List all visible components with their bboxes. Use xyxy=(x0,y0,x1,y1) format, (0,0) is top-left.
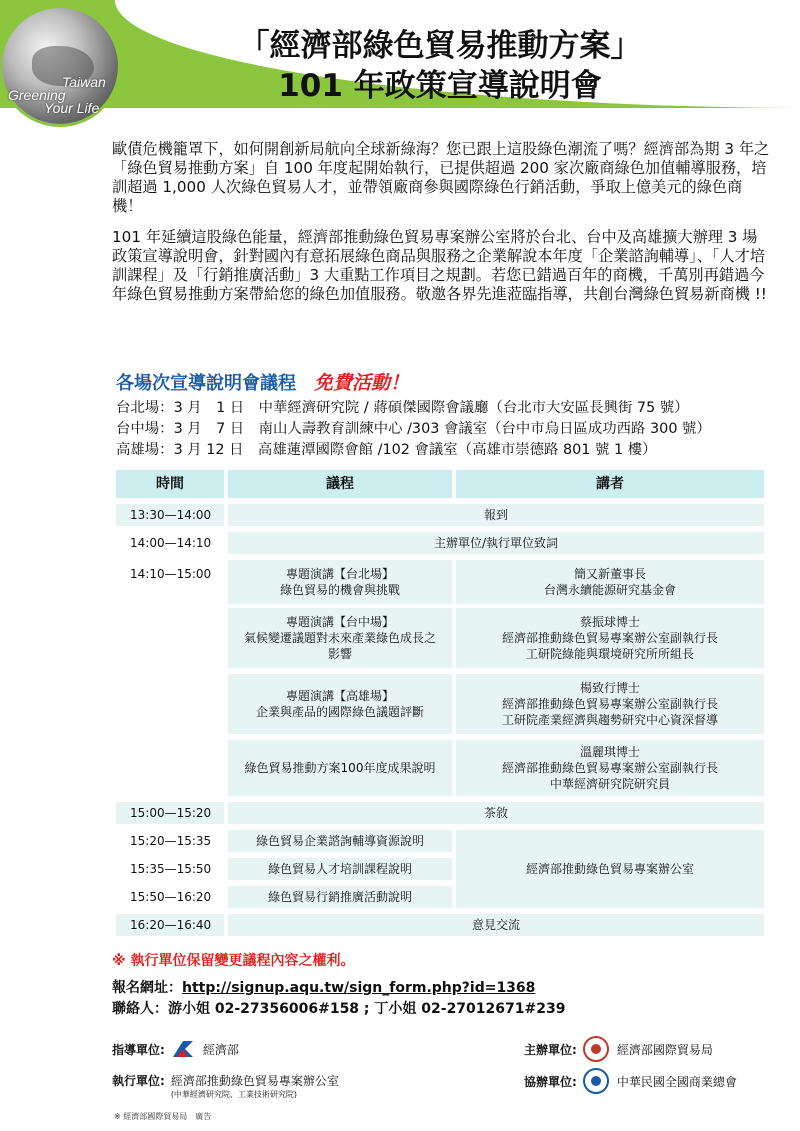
row-marketing: 綠色貿易行銷推廣活動說明 xyxy=(228,886,452,908)
greening-logo xyxy=(8,76,118,115)
session-kaohsiung-topic-1: 專題演講【高雄場】 xyxy=(285,689,394,703)
session-taipei-speaker-2: 台灣永續能源研究基金會 xyxy=(543,583,676,597)
schedule-table xyxy=(116,470,764,938)
time-1535: 15:35—15:50 xyxy=(116,858,224,880)
guide-org xyxy=(112,1039,239,1059)
logo-line-1: Taiwan xyxy=(62,74,106,90)
co-org xyxy=(524,1068,737,1094)
agenda-heading xyxy=(116,368,409,395)
signup-link[interactable]: http://signup.aqu.tw/sign_form.php?id=1368 xyxy=(182,980,536,996)
session-taichung-speaker-1: 蔡振球博士 xyxy=(579,615,640,629)
row-registration: 報到 xyxy=(228,504,764,526)
signup-url-label: 報名網址： xyxy=(112,980,182,996)
exec-name-block xyxy=(171,1072,339,1100)
row-discussion: 意見交流 xyxy=(228,914,764,936)
office-speaker: 經濟部推動綠色貿易專案辦公室 xyxy=(456,830,764,908)
page-title xyxy=(160,26,720,106)
contact-label: 聯絡人： xyxy=(112,1001,168,1017)
host-label: 主辦單位: xyxy=(524,1042,577,1057)
guide-name: 經濟部 xyxy=(202,1042,239,1057)
session-results-speaker-3: 中華經濟研究院研究員 xyxy=(549,777,670,791)
logo-line-3: Your Life xyxy=(44,100,100,116)
title-line-1: 「經濟部綠色貿易推動方案」 xyxy=(238,28,642,64)
exec-label: 執行單位: xyxy=(112,1074,165,1088)
row-consulting: 綠色貿易企業諮詢輔導資源說明 xyxy=(228,830,452,852)
venue-kaohsiung: 高雄場：3 月 12 日 高雄蓮潭國際會館 /102 會議室（高雄市崇德路 801 號 1 樓） xyxy=(116,442,657,458)
co-label: 協辦單位: xyxy=(524,1074,577,1089)
session-taichung-topic-1: 專題演講【台中場】 xyxy=(285,615,394,629)
row-opening: 主辦單位/執行單位致詞 xyxy=(228,532,764,554)
session-taipei-topic xyxy=(228,560,452,604)
footer-ad-note: ※ 經濟部國際貿易局 廣告 xyxy=(114,1112,212,1121)
header-time: 時間 xyxy=(116,470,224,498)
intro-text xyxy=(112,140,772,316)
exec-sub: (中華經濟研究院、工業技術研究院) xyxy=(170,1090,298,1099)
free-event-label: 免費活動！ xyxy=(314,372,410,394)
signup-info xyxy=(112,978,565,1020)
intro-paragraph-2: 101 年延續這股綠色能量，經濟部推動綠色貿易專案辦公室將於台北、台中及高雄擴大辦理 3 場政策宣導說明會，針對國內有意拓展綠色商品與服務之企業解說本年度「企業諮詢輔導」、「人才培訓課程」及「行銷推廣活動」3 大重點工作項目之規劃。若您已錯過百年的商機，千萬別再錯過今年綠色貿易推動方案帶給您的綠色加值服務。敬邀各界先進蒞臨指導，共創台灣綠色貿易新商機 !! xyxy=(112,228,767,303)
session-taipei-topic-2: 綠色貿易的機會與挑戰 xyxy=(279,583,400,597)
session-results-speaker-1: 溫麗琪博士 xyxy=(579,745,640,759)
moea-logo-icon xyxy=(171,1039,195,1059)
host-name: 經濟部國際貿易局 xyxy=(616,1042,713,1057)
time-1330: 13:30—14:00 xyxy=(116,504,224,526)
session-kaohsiung-topic xyxy=(228,674,452,734)
time-1400: 14:00—14:10 xyxy=(116,532,224,554)
host-org xyxy=(524,1036,713,1062)
intro-paragraph-1: 歐債危機籠罩下，如何開創新局航向全球新綠海？您已跟上這股綠色潮流了嗎？經濟部為期 3 年之「綠色貿易推動方案」自 100 年度起開始執行，已提供超過 200 家次廠商綠色加值輔導服務，培訓超過 1,000 人次綠色貿易人才，並帶領廠商參與國際綠色行銷活動，爭取上億美元的綠色商機！ xyxy=(112,140,770,215)
agenda-title: 各場次宣導說明會議程 xyxy=(116,373,296,394)
time-1410: 14:10—15:00 xyxy=(116,560,224,584)
time-1500: 15:00—15:20 xyxy=(116,802,224,824)
time-1550: 15:50—16:20 xyxy=(116,886,224,908)
session-kaohsiung-speaker-1: 楊致行博士 xyxy=(579,681,640,695)
session-taipei-speaker xyxy=(456,560,764,604)
header-program: 議程 xyxy=(228,470,452,498)
session-taichung-speaker-3: 工研院綠能與環境研究所所組長 xyxy=(525,647,694,661)
session-taichung-topic-2: 氣候變遷議題對未來產業綠色成長之 xyxy=(243,631,436,645)
session-kaohsiung-topic-2: 企業與產品的國際綠色議題評斷 xyxy=(255,705,424,719)
guide-label: 指導單位: xyxy=(112,1042,165,1057)
logo-line-2: Greening xyxy=(8,87,66,103)
session-kaohsiung-speaker-3: 工研院產業經濟與趨勢研究中心資深督導 xyxy=(501,713,718,727)
session-taichung-speaker xyxy=(456,608,764,668)
time-1620: 16:20—16:40 xyxy=(116,914,224,936)
session-kaohsiung-speaker-2: 經濟部推動綠色貿易專案辦公室副執行長 xyxy=(501,697,718,711)
venue-taipei: 台北場：3 月 1 日 中華經濟研究院 / 蔣碩傑國際會議廳（台北市大安區長興街 75 號） xyxy=(116,400,689,416)
session-taichung-topic-3: 影響 xyxy=(327,647,352,661)
row-tea-break: 茶敘 xyxy=(228,802,764,824)
boft-logo-icon xyxy=(583,1036,609,1062)
session-taichung-topic xyxy=(228,608,452,668)
disclaimer-note: ※ 執行單位保留變更議程內容之權利。 xyxy=(112,953,355,969)
contact-row xyxy=(112,999,565,1020)
venue-list xyxy=(116,398,711,461)
time-1520: 15:20—15:35 xyxy=(116,830,224,852)
row-training: 綠色貿易人才培訓課程說明 xyxy=(228,858,452,880)
contact-text: 游小姐 02-27356006#158 ; 丁小姐 02-27012671#239 xyxy=(168,1001,566,1017)
session-taipei-speaker-1: 簡又新董事長 xyxy=(573,567,646,581)
session-taichung-speaker-2: 經濟部推動綠色貿易專案辦公室副執行長 xyxy=(501,631,718,645)
session-results-speaker xyxy=(456,740,764,796)
session-kaohsiung-speaker xyxy=(456,674,764,734)
venue-taichung: 台中場：3 月 7 日 南山人壽教育訓練中心 /303 會議室（台中市烏日區成功西路 300 號） xyxy=(116,421,711,437)
session-results-topic: 綠色貿易推動方案100年度成果說明 xyxy=(228,740,452,796)
exec-org xyxy=(112,1072,339,1100)
gcc-logo-icon xyxy=(583,1068,609,1094)
header-speaker: 講者 xyxy=(456,470,764,498)
title-line-2: 101 年政策宣導說明會 xyxy=(278,68,602,104)
signup-url-row xyxy=(112,978,565,999)
session-results-speaker-2: 經濟部推動綠色貿易專案辦公室副執行長 xyxy=(501,761,718,775)
session-taipei-topic-1: 專題演講【台北場】 xyxy=(285,567,394,581)
co-name: 中華民國全國商業總會 xyxy=(616,1074,737,1089)
exec-name: 經濟部推動綠色貿易專案辦公室 xyxy=(170,1074,339,1088)
